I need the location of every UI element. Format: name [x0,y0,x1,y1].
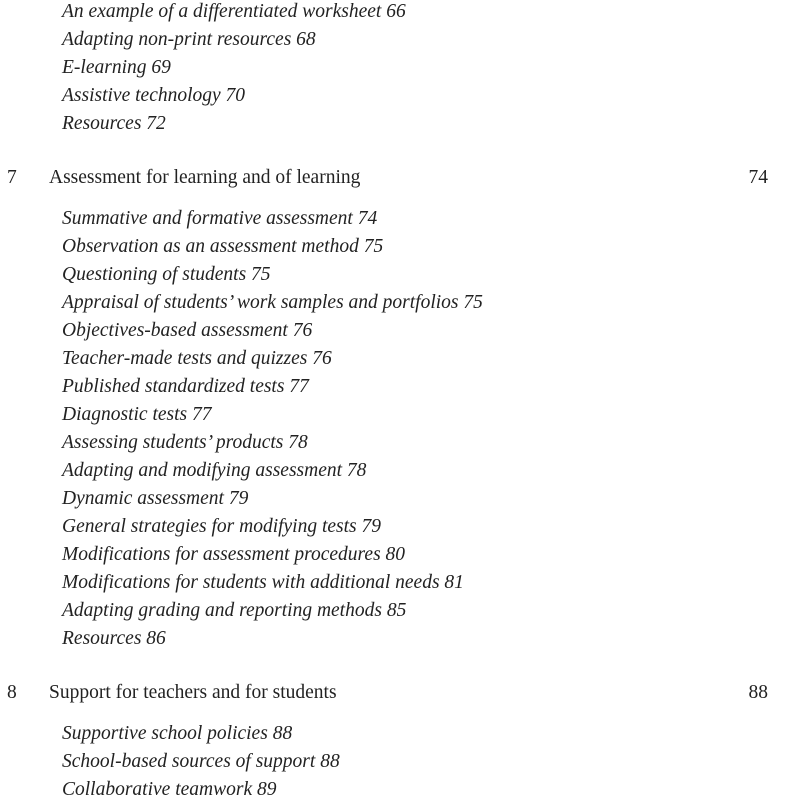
toc-entry: Appraisal of students’ work samples and portfolios 75 [62,292,483,313]
toc-entry: Teacher-made tests and quizzes 76 [62,348,332,369]
chapter-number: 7 [7,167,17,188]
chapter-title: Support for teachers and for students [49,682,337,703]
toc-entry: Resources 86 [62,628,166,649]
toc-entry: General strategies for modifying tests 79 [62,516,382,537]
toc-entry: Objectives-based assessment 76 [62,320,313,341]
toc-entry: Adapting non-print resources 68 [62,29,316,50]
toc-entry: Modifications for students with additional needs 81 [62,572,464,593]
toc-entry: E-learning 69 [62,57,171,78]
chapter-page-number: 88 [748,682,768,703]
toc-entry: Questioning of students 75 [62,264,271,285]
toc-entry: Assessing students’ products 78 [62,432,308,453]
chapter-page-number: 74 [748,167,768,188]
toc-entry: An example of a differentiated worksheet 66 [62,1,406,22]
toc-entry: Adapting grading and reporting methods 85 [62,600,407,621]
toc-entry: Summative and formative assessment 74 [62,208,378,229]
chapter-title: Assessment for learning and of learning [49,167,361,188]
toc-entry: Diagnostic tests 77 [62,404,212,425]
toc-entry: Assistive technology 70 [62,85,246,106]
toc-entry: Dynamic assessment 79 [62,488,249,509]
toc-entry: Modifications for assessment procedures 80 [62,544,406,565]
toc-entry: Supportive school policies 88 [62,723,293,744]
toc-entry: Collaborative teamwork 89 [62,779,277,800]
toc-entry: Published standardized tests 77 [62,376,309,397]
toc-entry: School-based sources of support 88 [62,751,340,772]
toc-entry: Adapting and modifying assessment 78 [62,460,367,481]
toc-entry: Resources 72 [62,113,166,134]
toc-entry: Observation as an assessment method 75 [62,236,384,257]
chapter-number: 8 [7,682,17,703]
